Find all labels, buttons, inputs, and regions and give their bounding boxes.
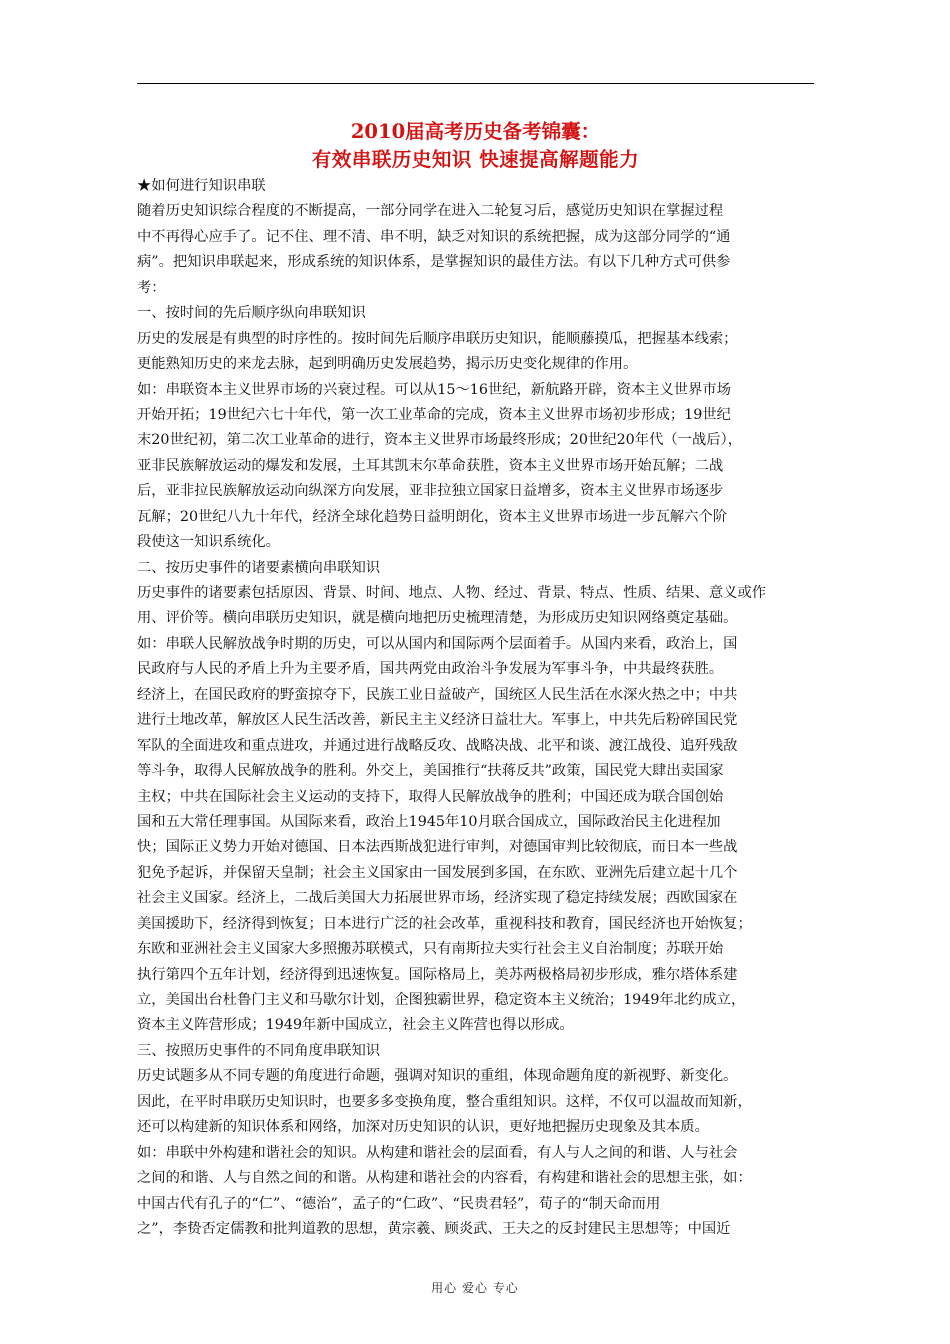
header-rule [137,83,814,84]
text-line: 东欧和亚洲社会主义国家大多照搬苏联模式，只有南斯拉夫实行社会主义自治制度；苏联开始 [137,941,724,958]
text-line: 进行土地改革，解放区人民生活改善，新民主主义经济日益壮大。军事上，中共先后粉碎国民党 [137,712,738,729]
text-line: 二、按历史事件的诸要素横向串联知识 [137,559,381,576]
text-line: 如：串联中外构建和谐社会的知识。从构建和谐社会的层面看，有人与人之间的和谐、人与社会 [137,1144,738,1161]
text-line: 开始开拓；19世纪六七十年代，第一次工业革命的完成，资本主义世界市场初步形成；19世纪 [137,406,731,423]
text-line: 之”，李贽否定儒教和批判道教的思想，黄宗羲、顾炎武、王夫之的反封建民主思想等；中国近 [137,1220,731,1237]
text-line: 考： [137,279,166,296]
text-line: 亚非民族解放运动的爆发和发展，土耳其凯末尔革命获胜，资本主义世界市场开始瓦解；二战 [137,457,724,474]
text-line: 经济上，在国民政府的野蛮掠夺下，民族工业日益破产，国统区人民生活在水深火热之中；中共 [137,686,738,703]
text-line: 如：串联资本主义世界市场的兴衰过程。可以从15～16世纪，新航路开辟，资本主义世界市场 [137,381,731,398]
text-line: 历史试题多从不同专题的角度进行命题，强调对知识的重组，体现命题角度的新视野、新变化。 [137,1068,738,1085]
text-line: 三、按照历史事件的不同角度串联知识 [137,1042,381,1059]
title-line-2: 有效串联历史知识 快速提高解题能力 [311,148,640,171]
text-line: 等斗争，取得人民解放战争的胜利。外交上，美国推行“扶蒋反共”政策，国民党大肆出卖国家 [137,763,724,780]
text-line: 历史的发展是有典型的时序性的。按时间先后顺序串联历史知识，能顺藤摸瓜，把握基本线索； [137,330,738,347]
text-line: 资本主义阵营形成；1949年新中国成立，社会主义阵营也得以形成。 [137,1017,574,1034]
title-block [137,118,814,174]
text-line: 一、按时间的先后顺序纵向串联知识 [137,305,366,322]
text-line: 中不再得心应手了。记不住、理不清、串不明，缺乏对知识的系统把握，成为这部分同学的“通 [137,228,731,245]
text-line: ★如何进行知识串联 [137,178,266,194]
text-line: 国和五大常任理事国。从国际来看，政治上1945年10月联合国成立，国际政治民主化进程加 [137,813,721,830]
text-line: 主权；中共在国际社会主义运动的支持下，取得人民解放战争的胜利；中国还成为联合国创始 [137,788,724,805]
text-line: 军队的全面进攻和重点进攻，并通过进行战略反攻、战略决战、北平和谈、渡江战役、追歼残敌 [137,737,738,754]
text-line: 美国援助下，经济得到恢复；日本进行广泛的社会改革，重视科技和教育，国民经济也开始恢复； [137,915,752,932]
text-line: 用、评价等。横向串联历史知识，就是横向地把历史梳理清楚，为形成历史知识网络奠定基础。 [137,610,738,627]
text-line: 犯免予起诉，并保留天皇制；社会主义国家由一国发展到多国，在东欧、亚洲先后建立起十几个 [137,864,738,881]
text-line: 更能熟知历史的来龙去脉，起到明确历史发展趋势，揭示历史变化规律的作用。 [137,356,638,373]
text-line: 后，亚非拉民族解放运动向纵深方向发展，亚非拉独立国家日益增多，资本主义世界市场逐步 [137,483,724,500]
text-line: 快；国际正义势力开始对德国、日本法西斯战犯进行审判，对德国审判比较彻底，而日本一些战 [137,839,738,856]
text-line: 社会主义国家。经济上，二战后美国大力拓展世界市场，经济实现了稳定持续发展；西欧国家在 [137,890,738,907]
title-line-1: 2010届高考历史备考锦囊： [350,120,601,143]
text-line: 立，美国出台杜鲁门主义和马歇尔计划，企图独霸世界，稳定资本主义统治；1949年北约成立， [137,992,746,1008]
text-line: 病”。把知识串联起来，形成系统的知识体系，是掌握知识的最佳方法。有以下几种方式可供参 [137,254,731,271]
page-footer: 用心 爱心 专心 [431,1281,519,1295]
text-line: 如：串联人民解放战争时期的历史，可以从国内和国际两个层面着手。从国内来看，政治上，国 [137,635,738,652]
text-line: 随着历史知识综合程度的不断提高，一部分同学在进入二轮复习后，感觉历史知识在掌握过程 [137,203,724,220]
text-line: 民政府与人民的矛盾上升为主要矛盾，国共两党由政治斗争发展为军事斗争，中共最终获胜。 [137,661,724,678]
text-line: 末20世纪初，第二次工业革命的进行，资本主义世界市场最终形成；20世纪20年代（一战后）， [137,432,743,449]
text-line: 瓦解；20世纪八九十年代，经济全球化趋势日益明朗化，资本主义世界市场进一步瓦解六个阶 [137,508,728,525]
text-line: 中国古代有孔子的“仁”、“德治”，孟子的“仁政”、“民贵君轻”，荀子的“制天命而用 [137,1195,661,1212]
text-line: 还可以构建新的知识体系和网络，加深对历史知识的认识，更好地把握历史现象及其本质。 [137,1119,709,1136]
body-text [137,174,817,1242]
text-line: 因此，在平时串联历史知识时，也要多多变换角度，整合重组知识。这样，不仅可以温故而知新， [137,1093,752,1110]
text-line: 段使这一知识系统化。 [137,534,280,551]
text-line: 历史事件的诸要素包括原因、背景、时间、地点、人物、经过、背景、特点、性质、结果、意义或作 [137,585,767,601]
text-line: 执行第四个五年计划，经济得到迅速恢复。国际格局上，美苏两极格局初步形成，雅尔塔体系建 [137,966,738,983]
text-line: 之间的和谐、人与自然之间的和谐。从构建和谐社会的内容看，有构建和谐社会的思想主张，如： [137,1170,752,1187]
